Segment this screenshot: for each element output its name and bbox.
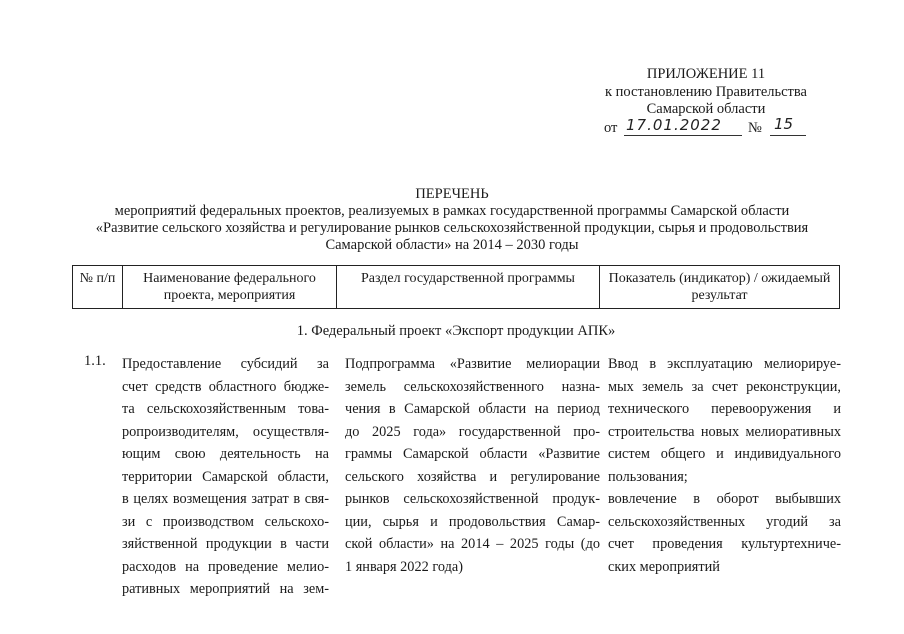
- text-line: ских мероприятий: [608, 558, 720, 575]
- text-line: земель сельскохозяйственного назна-: [345, 378, 600, 395]
- row-program-section-text: [345, 353, 600, 578]
- document-title-block: [60, 186, 844, 254]
- document-title: ПЕРЕЧЕНЬ: [415, 186, 489, 202]
- text-line: ской области» на 2014 – 2025 годы (до: [345, 536, 600, 552]
- appendix-block: [590, 66, 822, 141]
- text-line: расходов на проведение мелио-: [122, 558, 329, 575]
- text-line: пользования;: [608, 468, 688, 485]
- from-label: от: [604, 119, 618, 136]
- number-label: №: [748, 119, 762, 136]
- text-line: граммы Самарской области «Развитие: [345, 446, 600, 462]
- text-line: 1 января 2022 года): [345, 558, 463, 575]
- text-line: ропроизводителям, осуществля-: [122, 423, 329, 440]
- document-subtitle-line-3: Самарской области» на 2014 – 2030 годы: [325, 237, 579, 253]
- text-line: Предоставление субсидий за: [122, 356, 329, 372]
- appendix-line-2: Самарской области: [646, 101, 766, 117]
- text-line: мых земель за счет реконструкции,: [608, 378, 841, 395]
- row-indicator-text: [608, 353, 841, 578]
- text-line: рынков сельскохозяйственной продук-: [345, 491, 600, 507]
- text-line: в целях возмещения затрат в свя-: [122, 491, 329, 507]
- appendix-line-1: к постановлению Правительства: [605, 83, 807, 100]
- text-line: зяйственной продукции в части: [122, 536, 329, 552]
- number-underline: [770, 135, 806, 136]
- text-line: строительства новых мелиоративных: [608, 423, 841, 440]
- appendix-title: ПРИЛОЖЕНИЕ 11: [646, 66, 766, 82]
- text-line: счет проведения культуртехниче-: [608, 536, 841, 552]
- handwritten-date: 17.01.2022: [626, 115, 722, 134]
- appendix-date-line: [590, 114, 822, 141]
- text-line: технического перевооружения и: [608, 401, 841, 417]
- header-row: [73, 266, 840, 309]
- row-project-text: [122, 353, 329, 601]
- text-line: сельскохозяйственных угодий за: [608, 513, 841, 530]
- header-table: [72, 265, 840, 309]
- handwritten-number: 15: [774, 114, 794, 133]
- text-line: сельского хозяйства и регулирование: [345, 468, 600, 485]
- section-heading: 1. Федеральный проект «Экспорт продукции АПК»: [296, 323, 616, 339]
- document-subtitle-line-1: мероприятий федеральных проектов, реализуемых в рамках государственной программы Самарской области: [114, 203, 790, 219]
- header-program-section: Раздел государственной программы: [337, 266, 600, 309]
- text-line: счет средств областного бюдже-: [122, 378, 329, 395]
- text-line: ции, сырья и продовольствия Самар-: [345, 513, 600, 530]
- text-line: систем общего и индивидуального: [608, 446, 841, 462]
- header-indicator: Показатель (индикатор) / ожидаемый результат: [600, 266, 840, 309]
- text-line: Ввод в эксплуатацию мелиорируе-: [608, 356, 841, 372]
- header-number: № п/п: [73, 266, 123, 309]
- text-line: ративных мероприятий на зем-: [122, 581, 329, 597]
- text-line: Подпрограмма «Развитие мелиорации: [345, 356, 600, 372]
- text-line: чения в Самарской области на период: [345, 401, 600, 417]
- date-underline: [624, 135, 742, 136]
- text-line: та сельскохозяйственным това-: [122, 401, 329, 417]
- text-line: вовлечение в оборот выбывших: [608, 491, 841, 507]
- text-line: территории Самарской области,: [122, 468, 329, 485]
- row-number: 1.1.: [84, 353, 106, 369]
- text-line: до 2025 года» государственной про-: [345, 423, 600, 440]
- document-subtitle-line-2: «Развитие сельского хозяйства и регулирование рынков сельскохозяйственной продукции, сырья и продовольствия: [95, 220, 809, 236]
- text-line: ющим свою деятельность на: [122, 446, 329, 462]
- header-project: Наименование федерального проекта, мероприятия: [123, 266, 337, 309]
- text-line: зи с производством сельскохо-: [122, 513, 329, 530]
